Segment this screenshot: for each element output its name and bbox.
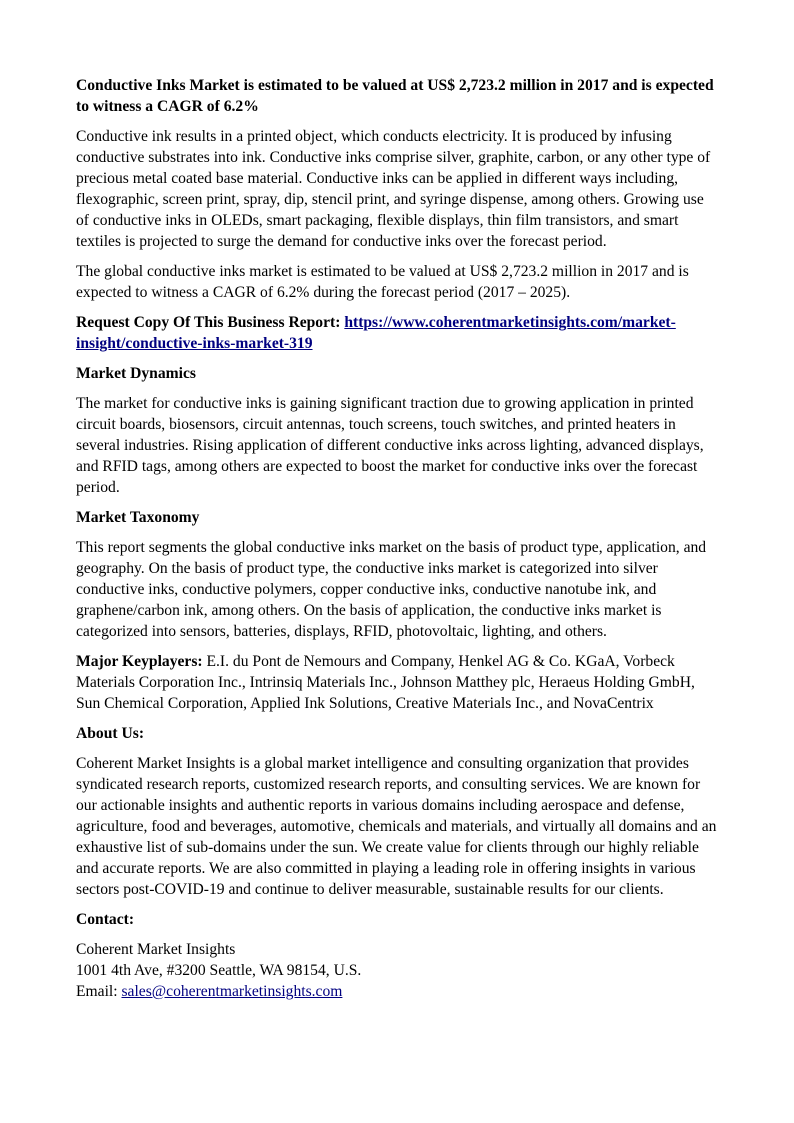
about-us-body: Coherent Market Insights is a global market intelligence and consulting organization that provides syndicated research reports, customized research reports, and consulting services. We are known for our actionable insights and authentic reports in various domains including aerospace and defense, agriculture, food and beverages, automotive, chemicals and materials, and virtually all domains and an exhaustive list of sub-domains under the sun. We create value for clients through our highly reliable and accurate reports. We are also committed in playing a leading role in offering insights in various sectors post-COVID-19 and continue to deliver measurable, sustainable results for our clients.: [76, 755, 717, 898]
contact-email-line: [76, 981, 718, 1002]
about-us-heading: About Us:: [76, 725, 145, 742]
document-page: [76, 75, 718, 1011]
market-taxonomy-heading: Market Taxonomy: [76, 509, 200, 526]
contact-address: 1001 4th Ave, #3200 Seattle, WA 98154, U.S.: [76, 962, 362, 979]
intro-paragraph: Conductive ink results in a printed object, which conducts electricity. It is produced by infusing conductive substrates into ink. Conductive inks comprise silver, graphite, carbon, or any other type of precious metal coated base material. Conductive inks can be applied in different ways including, flexographic, screen print, spray, dip, stencil print, and syringe dispense, among others. Growing use of conductive inks in OLEDs, smart packaging, flexible displays, thin film transistors, and smart textiles is projected to surge the demand for conductive inks over the forecast period.: [76, 128, 711, 250]
request-report-link[interactable]: https://www.coherentmarketinsights.com/market-insight/conductive-inks-market-319: [76, 314, 676, 352]
contact-block: [76, 939, 718, 1002]
keyplayers-label: Major Keyplayers:: [76, 653, 203, 670]
market-taxonomy-body: This report segments the global conductive inks market on the basis of product type, application, and geography. On the basis of product type, the conductive inks market is categorized into silver conductive inks, conductive polymers, copper conductive inks, conductive nanotube ink, and graphene/carbon ink, among others. On the basis of application, the conductive inks market is categorized into sensors, batteries, displays, RFID, photovoltaic, lighting, and others.: [76, 539, 707, 640]
market-dynamics-body: The market for conductive inks is gaining significant traction due to growing application in printed circuit boards, biosensors, circuit antennas, touch screens, touch switches, and printed heaters in several industries. Rising application of different conductive inks across lighting, advanced displays, and RFID tags, among others are expected to boost the market for conductive inks over the forecast period.: [76, 395, 704, 496]
contact-email-label: Email:: [76, 983, 118, 1000]
contact-email-link[interactable]: sales@coherentmarketinsights.com: [121, 983, 343, 1000]
document-title: Conductive Inks Market is estimated to be valued at US$ 2,723.2 million in 2017 and is expected to witness a CAGR of 6.2%: [76, 77, 714, 115]
request-report-label: Request Copy Of This Business Report:: [76, 314, 341, 331]
keyplayers-list: E.I. du Pont de Nemours and Company, Henkel AG & Co. KGaA, Vorbeck Materials Corporation Inc., Intrinsiq Materials Inc., Johnson Matthey plc, Heraeus Holding GmbH, Sun Chemical Corporation, Applied Ink Solutions, Creative Materials Inc., and NovaCentrix: [76, 653, 695, 712]
valuation-paragraph: The global conductive inks market is estimated to be valued at US$ 2,723.2 million in 2017 and is expected to witness a CAGR of 6.2% during the forecast period (2017 – 2025).: [76, 263, 689, 301]
market-dynamics-heading: Market Dynamics: [76, 365, 196, 382]
contact-company: Coherent Market Insights: [76, 941, 236, 958]
request-report-paragraph: [76, 312, 718, 354]
contact-heading: Contact:: [76, 911, 135, 928]
keyplayers-paragraph: [76, 651, 718, 714]
